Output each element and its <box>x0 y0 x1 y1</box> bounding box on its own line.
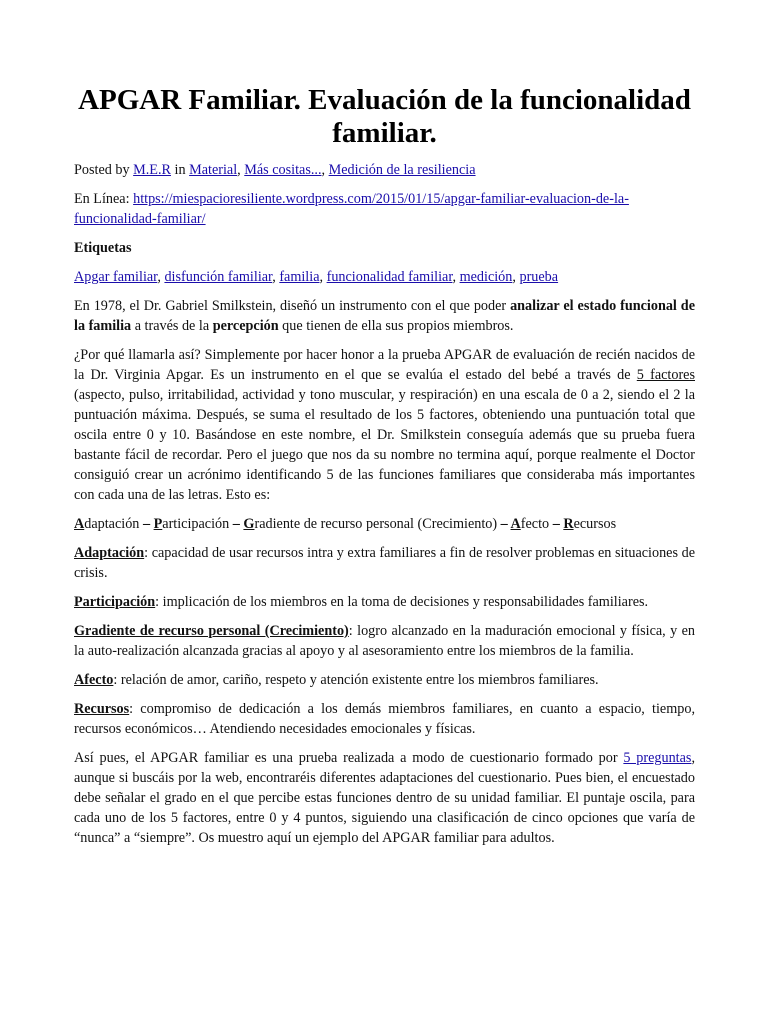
author-link[interactable]: M.E.R <box>133 162 171 178</box>
tag-link[interactable]: disfunción familiar <box>164 269 273 285</box>
tag-link[interactable]: funcionalidad familiar <box>326 269 453 285</box>
definition-text: : logro alcanzado en la maduración emocional y física, y en la auto-realización alcanzada gracias al apoyo y al asesoramiento entre los miembros de la familia. <box>74 623 696 659</box>
acronym-letter: G <box>243 516 255 532</box>
definition-term: Participación <box>74 594 156 610</box>
definition-term: Gradiente de recurso personal (Crecimiento) <box>74 623 349 639</box>
online-source <box>74 189 695 229</box>
closing-paragraph <box>74 748 695 848</box>
acronym-letter: R <box>563 516 574 532</box>
definition-term: Afecto <box>74 672 114 688</box>
intro-paragraph <box>74 296 695 336</box>
category-link-mas-cositas[interactable]: Más cositas... <box>244 162 322 178</box>
in-label: in <box>174 162 186 178</box>
text: (aspecto, pulso, irritabilidad, actividad y tono muscular, y respiración) en una escala de 0 a 2, siendo el 2 la puntuación máxima. Después, se suma el resultado de los 5 factores, obteniendo una puntuación total que oscila entre 0 y 10. Basándose en este nombre, el Dr. Smilkstein conseguía además que su prueba fuera bastante fácil de recordar. Pero el juego que nos da su nombre no termina aquí, porque realmente el Doctor consiguió crear un acrónimo identificando 5 de las funciones familiares que consideraba más importantes con cada una de las letras. Esto es: <box>74 387 695 503</box>
definition-term: Adaptación <box>74 545 145 561</box>
definition-afecto <box>74 670 695 690</box>
separator: , <box>237 162 245 178</box>
text: a través de la <box>131 318 213 334</box>
definition-term: Recursos <box>74 701 130 717</box>
text: En 1978, el Dr. Gabriel Smilkstein, diseñó un instrumento con el que poder <box>74 298 511 314</box>
acronym-letter: A <box>74 516 85 532</box>
acronym-word: fecto <box>520 516 550 532</box>
article-title: APGAR Familiar. Evaluación de la funcionalidad familiar. <box>78 84 691 149</box>
article-body <box>74 84 695 857</box>
acronym-word: radiente de recurso personal (Crecimiento) <box>254 516 498 532</box>
text: , aunque si buscáis por la web, encontraréis diferentes adaptaciones del cuestionario. Pues bien, el encuestado debe señalar el grado en el que percibe estas funciones dentro de su unidad familiar. El puntaje oscila, para cada uno de los 5 factores, entre 0 y 4 puntos, siguiendo una clasificación de cinco opciones que varía de “nunca” a “siempre”. Os muestro aquí un ejemplo del APGAR familiar para adultos. <box>74 750 695 846</box>
separator: , <box>321 162 329 178</box>
posted-by-label: Posted by <box>74 162 130 178</box>
tag-link[interactable]: familia <box>279 269 320 285</box>
category-link-material[interactable]: Material <box>189 162 238 178</box>
source-url-link[interactable]: https://miespacioresiliente.wordpress.com/2015/01/15/apgar-familiar-evaluacion-de-la-funcionalidad-familiar/ <box>74 191 629 227</box>
separator: – <box>549 516 564 532</box>
definition-text: : relación de amor, cariño, respeto y atención existente entre los miembros familiares. <box>113 672 599 688</box>
emphasis: analizar el estado funcional de la familia <box>74 298 695 334</box>
tags-heading: Etiquetas <box>74 240 132 256</box>
definition-recursos <box>74 699 695 739</box>
tag-link[interactable]: prueba <box>519 269 559 285</box>
acronym-word: ecursos <box>573 516 617 532</box>
acronym-word: articipación <box>162 516 230 532</box>
separator: – <box>497 516 511 532</box>
tag-link[interactable]: medición <box>459 269 513 285</box>
definition-text: : capacidad de usar recursos intra y extra familiares a fin de resolver problemas en situaciones de crisis. <box>74 545 695 581</box>
tag-link[interactable]: Apgar familiar <box>74 269 158 285</box>
post-meta <box>74 160 695 180</box>
definition-participacion <box>74 592 695 612</box>
acronym-letter: A <box>510 516 521 532</box>
text: Así pues, el APGAR familiar es una prueba realizada a modo de cuestionario formado por <box>74 750 624 766</box>
acronym-word: daptación <box>84 516 140 532</box>
separator: – <box>229 516 244 532</box>
text: ¿Por qué llamarla así? Simplemente por hacer honor a la prueba APGAR de evaluación de recién nacidos de la Dr. Virginia Apgar. Es un instrumento en el que se evalúa el estado del bebé a través de <box>74 347 695 383</box>
acronym-letter: P <box>153 516 163 532</box>
acronym-line <box>74 514 695 534</box>
text: que tienen de ella sus propios miembros. <box>278 318 514 334</box>
definition-gradiente <box>74 621 695 661</box>
origin-paragraph <box>74 345 695 505</box>
tags-list: Apgar familiar, disfunción familiar, familia, funcionalidad familiar, medición, prueba <box>74 269 559 285</box>
category-link-medicion[interactable]: Medición de la resiliencia <box>328 162 476 178</box>
online-label: En Línea: <box>74 191 134 207</box>
preguntas-link[interactable]: 5 preguntas <box>623 750 692 766</box>
emphasis: percepción <box>212 318 279 334</box>
underlined-text: 5 factores <box>636 367 695 383</box>
definition-adaptacion <box>74 543 695 583</box>
definition-text: : compromiso de dedicación a los demás miembros familiares, en cuanto a espacio, tiempo, recursos económicos… Atendiendo necesidades emocionales y físicas. <box>74 701 695 737</box>
definition-text: : implicación de los miembros en la toma de decisiones y responsabilidades familiares. <box>155 594 649 610</box>
separator: – <box>139 516 154 532</box>
